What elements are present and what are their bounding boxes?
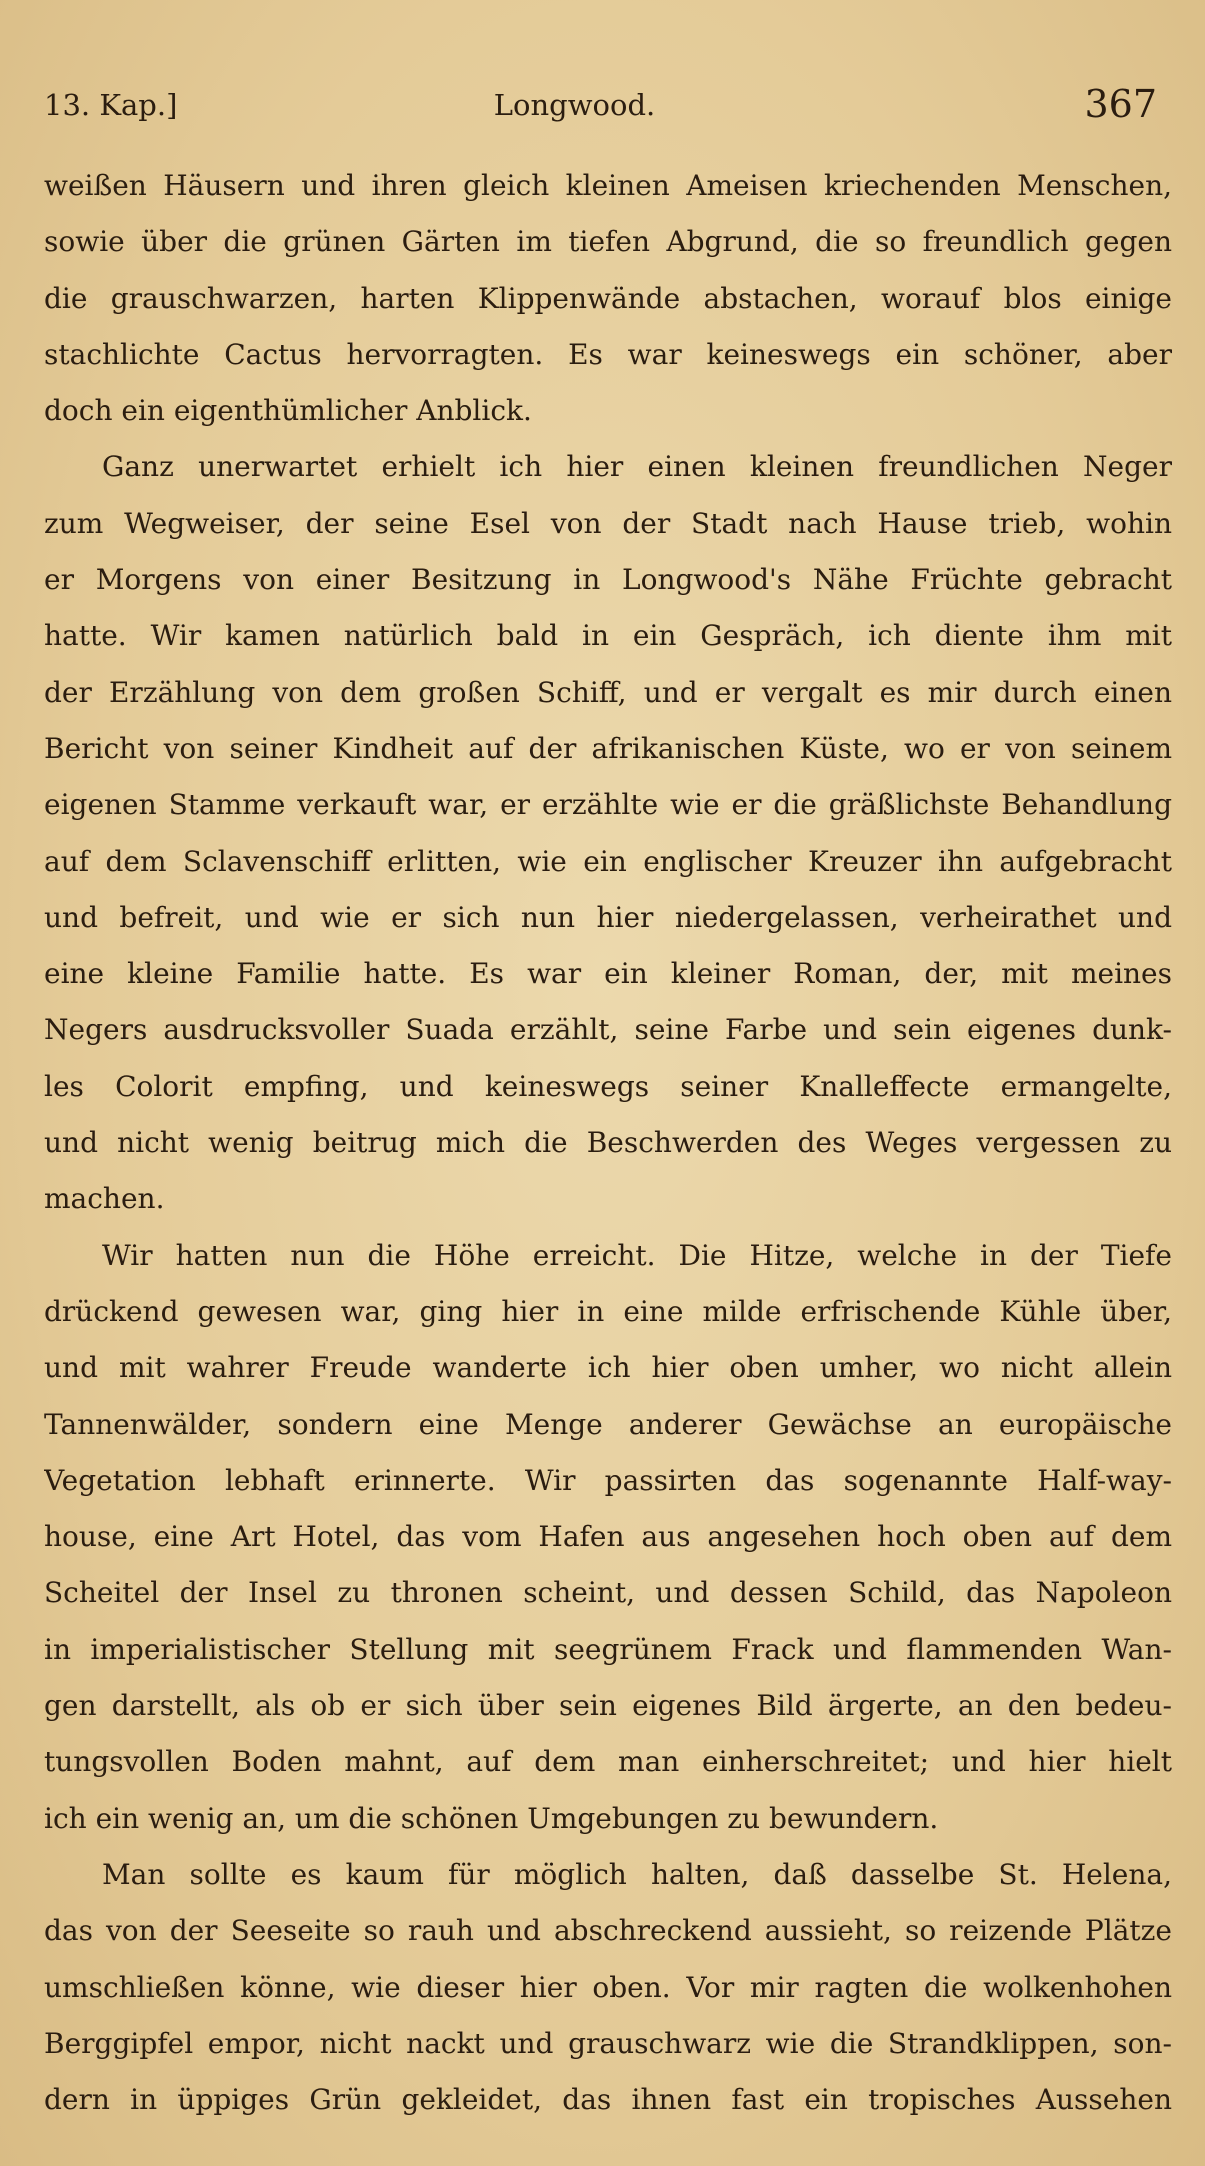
text-line: stachlichte Cactus hervorragten. Es war keineswegs ein schöner, aber — [44, 337, 1172, 371]
running-title: Longwood. — [493, 88, 656, 122]
text-line: Berggipfel empor, nicht nackt und grauschwarz wie die Strandklippen, son- — [44, 2026, 1172, 2060]
text-line: Wir hatten nun die Höhe erreicht. Die Hitze, welche in der Tiefe — [102, 1238, 1172, 1272]
text-line: les Colorit empfing, und keineswegs seiner Knalleffecte ermangelte, — [44, 1069, 1172, 1103]
text-line: doch ein eigenthümlicher Anblick. — [44, 394, 532, 428]
text-line: und mit wahrer Freude wanderte ich hier oben umher, wo nicht allein — [44, 1351, 1172, 1385]
body-text — [44, 158, 1172, 2128]
text-line: Tannenwälder, sondern eine Menge anderer Gewächse an europäische — [44, 1407, 1172, 1441]
text-line: weißen Häusern und ihren gleich kleinen Ameisen kriechenden Menschen, — [44, 169, 1172, 202]
text-line: tungsvollen Boden mahnt, auf dem man einherschreitet; und hier hielt — [44, 1745, 1172, 1779]
text-line: Ganz unerwartet erhielt ich hier einen kleinen freundlichen Neger — [102, 450, 1172, 484]
text-line: er Morgens von einer Besitzung in Longwood's Nähe Früchte gebracht — [44, 563, 1172, 597]
text-line: gen darstellt, als ob er sich über sein eigenes Bild ärgerte, an den bedeu- — [44, 1689, 1172, 1723]
text-line: auf dem Sclavenschiff erlitten, wie ein englischer Kreuzer ihn aufgebracht — [44, 844, 1172, 878]
text-line: Man sollte es kaum für möglich halten, daß dasselbe St. Helena, — [102, 1857, 1172, 1891]
text-line: eine kleine Familie hatte. Es war ein kleiner Roman, der, mit meines — [44, 957, 1172, 991]
text-line: house, eine Art Hotel, das vom Hafen aus angesehen hoch oben auf dem — [44, 1520, 1172, 1554]
running-head — [44, 82, 1165, 132]
text-line: eigenen Stamme verkauft war, er erzählte wie er die gräßlichste Behandlung — [44, 788, 1172, 822]
text-line: Bericht von seiner Kindheit auf der afrikanischen Küste, wo er von seinem — [44, 731, 1172, 765]
text-line: die grauschwarzen, harten Klippenwände abstachen, worauf blos einige — [44, 281, 1172, 315]
text-line: der Erzählung von dem großen Schiff, und er vergalt es mir durch einen — [44, 675, 1172, 709]
text-line: Scheitel der Insel zu thronen scheint, und dessen Schild, das Napoleon — [44, 1576, 1172, 1610]
text-line: zum Wegweiser, der seine Esel von der Stadt nach Hause trieb, wohin — [44, 506, 1172, 540]
text-line: drückend gewesen war, ging hier in eine milde erfrischende Kühle über, — [44, 1294, 1172, 1328]
page-number: 367 — [1084, 82, 1157, 126]
text-line: das von der Seeseite so rauh und abschreckend aussieht, so reizende Plätze — [44, 1914, 1172, 1948]
text-line: ich ein wenig an, um die schönen Umgebungen zu bewundern. — [44, 1801, 939, 1835]
text-line: Negers ausdrucksvoller Suada erzählt, seine Farbe und sein eigenes dunk- — [44, 1013, 1172, 1047]
chapter-label: 13. Kap.] — [44, 88, 178, 122]
text-line: Vegetation lebhaft erinnerte. Wir passirten das sogenannte Half-way- — [44, 1463, 1172, 1497]
text-line: in imperialistischer Stellung mit seegrünem Frack und flammenden Wan- — [44, 1632, 1172, 1666]
text-line: hatte. Wir kamen natürlich bald in ein Gespräch, ich diente ihm mit — [44, 619, 1172, 653]
text-line: dern in üppiges Grün gekleidet, das ihnen fast ein tropisches Aussehen — [44, 2083, 1172, 2117]
text-line: sowie über die grünen Gärten im tiefen Abgrund, die so freundlich gegen — [44, 225, 1172, 259]
text-line: machen. — [44, 1182, 165, 1216]
text-line: und befreit, und wie er sich nun hier niedergelassen, verheirathet und — [44, 900, 1172, 934]
text-line: umschließen könne, wie dieser hier oben. Vor mir ragten die wolkenhohen — [44, 1970, 1172, 2004]
text-line: und nicht wenig beitrug mich die Beschwerden des Weges vergessen zu — [44, 1126, 1172, 1160]
